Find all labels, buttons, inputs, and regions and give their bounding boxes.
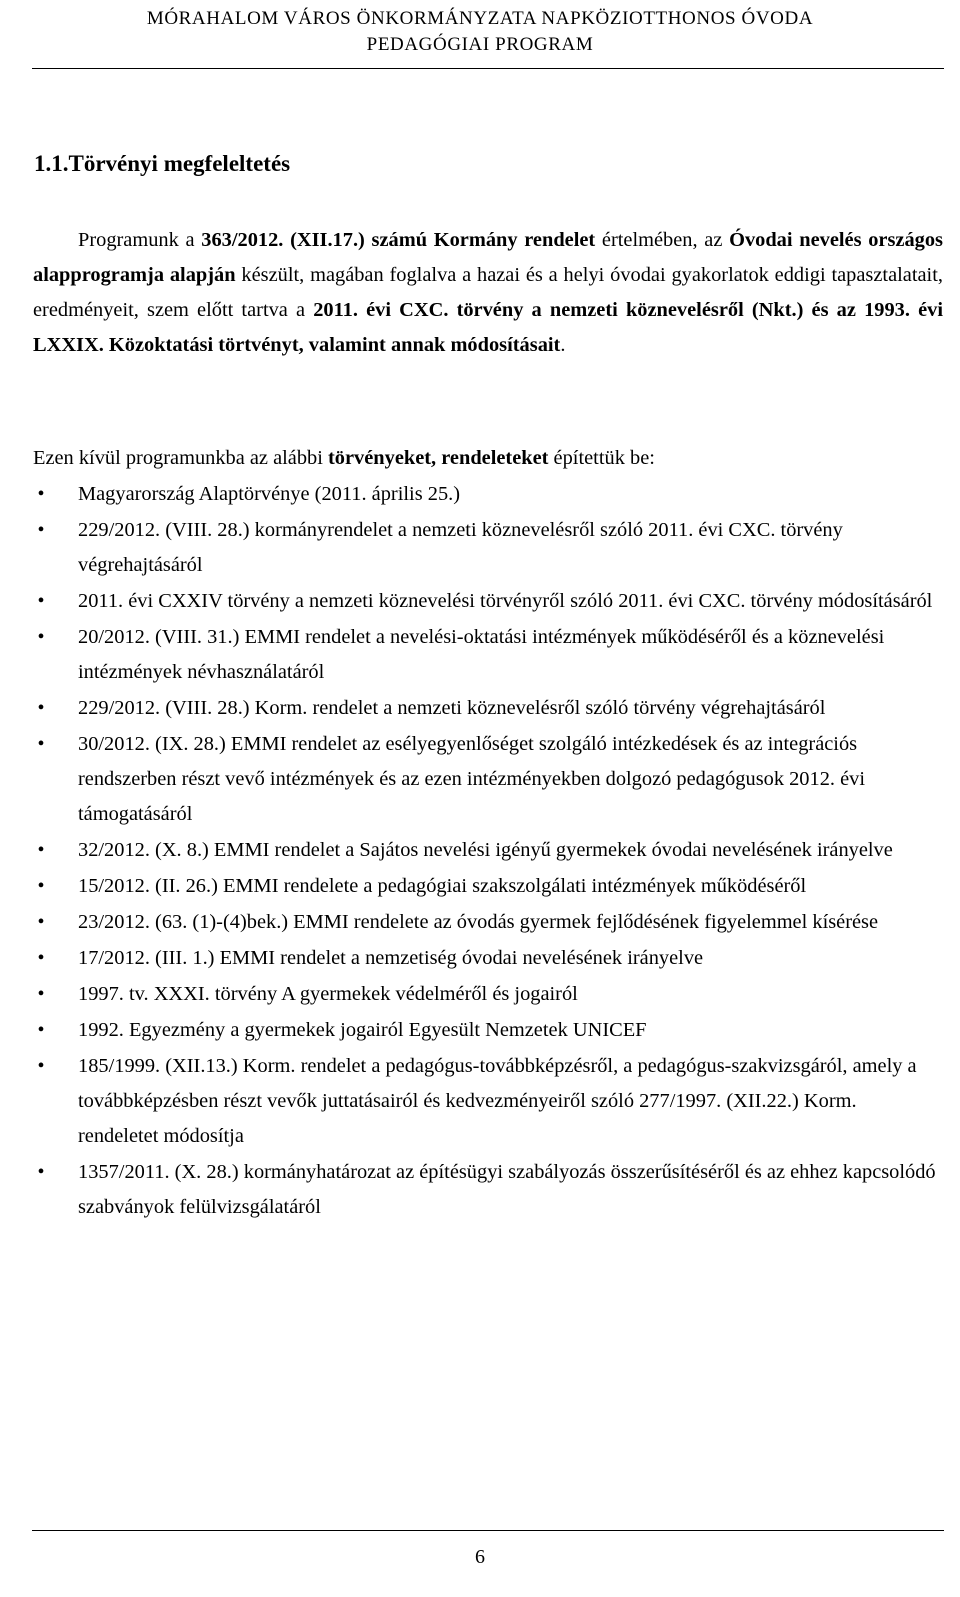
intro-text-2: értelmében, az <box>595 229 730 251</box>
list-item <box>0 977 943 1012</box>
list-item <box>0 1155 943 1225</box>
bullet-icon: • <box>37 947 45 969</box>
intro-paragraph <box>33 223 943 363</box>
law-text: 185/1999. (XII.13.) Korm. rendelet a pedagógus-továbbképzésről, a pedagógus-szakvizsgáról, amely a továbbképzésben részt vevők juttatásairól és kedvezményeiről szóló 277/1997. (XII.22.) Korm. rendeletet módosítja <box>78 1055 917 1147</box>
law-text: 17/2012. (III. 1.) EMMI rendelet a nemzetiség óvodai nevelésének irányelve <box>78 947 704 969</box>
list-item <box>0 833 943 868</box>
bullet-icon: • <box>37 733 45 755</box>
bullet-icon: • <box>37 911 45 933</box>
lead-bold-1: törvényeket, rendeleteket <box>328 447 549 469</box>
document-header <box>0 6 960 58</box>
bullet-icon: • <box>37 483 45 505</box>
bullet-icon: • <box>37 697 45 719</box>
bullet-icon: • <box>37 1019 45 1041</box>
laws-list <box>0 477 943 1226</box>
page-number: 6 <box>475 1546 485 1568</box>
section-title: 1.1.Törvényi megfeleltetés <box>34 151 291 176</box>
law-text: 30/2012. (IX. 28.) EMMI rendelet az esélyegyenlőséget szolgáló intézkedések és az integrációs rendszerben részt vevő intézmények és az ezen intézményekben dolgozó pedagógusok 2012. évi támogatásáról <box>78 733 866 825</box>
laws-lead-paragraph <box>33 441 943 476</box>
lead-text-1: Ezen kívül programunkba az alábbi <box>33 447 328 469</box>
list-item <box>0 513 943 583</box>
law-text: 1992. Egyezmény a gyermekek jogairól Egyesült Nemzetek UNICEF <box>78 1019 647 1041</box>
intro-bold-2: Óvodai nevelés országos alapprogramja alapján <box>33 229 943 286</box>
list-item <box>0 620 943 690</box>
bullet-icon: • <box>37 1055 45 1077</box>
law-text: 32/2012. (X. 8.) EMMI rendelet a Sajátos nevelési igényű gyermekek óvodai nevelésének irányelve <box>78 839 893 861</box>
bullet-icon: • <box>37 875 45 897</box>
intro-text-3: készült, magában foglalva a hazai és a helyi óvodai gyakorlatok eddigi tapasztalatait, eredményeit, szem előtt tartva a <box>33 264 943 321</box>
lead-text-2: építettük be: <box>548 447 655 469</box>
list-item <box>0 869 943 904</box>
bullet-icon: • <box>37 626 45 648</box>
bullet-icon: • <box>37 983 45 1005</box>
intro-bold-3: 2011. évi CXC. törvény a nemzeti köznevelésről (Nkt.) és az 1993. évi LXXIX. Közoktatási törtvényt, valamint annak módosításait <box>33 299 944 356</box>
list-item <box>0 477 943 512</box>
law-text: 15/2012. (II. 26.) EMMI rendelete a pedagógiai szakszolgálati intézmények működéséről <box>78 875 807 897</box>
bullet-icon: • <box>37 1161 45 1183</box>
law-text: 229/2012. (VIII. 28.) Korm. rendelet a nemzeti köznevelésről szóló törvény végrehajtásáról <box>78 697 826 719</box>
law-text: 1357/2011. (X. 28.) kormányhatározat az építésügyi szabályozás összerűsítéséről és az ehhez kapcsolódó szabványok felülvizsgálatáról <box>78 1161 936 1218</box>
law-text: 23/2012. (63. (1)-(4)bek.) EMMI rendelete az óvodás gyermek fejlődésének figyelemmel kísérése <box>78 911 879 933</box>
list-item <box>0 1049 943 1154</box>
law-text: 2011. évi CXXIV törvény a nemzeti köznevelési törvényről szóló 2011. évi CXC. törvény módosításáról <box>78 590 933 612</box>
list-item <box>0 691 943 726</box>
bullet-icon: • <box>37 839 45 861</box>
list-item <box>0 727 943 832</box>
list-item <box>0 1013 943 1048</box>
bullet-icon: • <box>37 519 45 541</box>
footer-divider <box>32 1530 944 1531</box>
intro-text-4: . <box>560 334 566 356</box>
header-line-1: MÓRAHALOM VÁROS ÖNKORMÁNYZATA NAPKÖZIOTTHONOS ÓVODA <box>146 8 814 29</box>
header-divider <box>32 68 944 69</box>
law-text: 1997. tv. XXXI. törvény A gyermekek védelméről és jogairól <box>78 983 578 1005</box>
intro-text-1: Programunk a <box>78 229 202 251</box>
list-item <box>0 905 943 940</box>
law-text: 20/2012. (VIII. 31.) EMMI rendelet a nevelési-oktatási intézmények működéséről és a köznevelési intézmények névhasználatáról <box>78 626 885 683</box>
header-line-2: PEDAGÓGIAI PROGRAM <box>366 34 594 55</box>
list-item <box>0 584 943 619</box>
intro-bold-1: 363/2012. (XII.17.) számú Kormány rendelet <box>201 229 596 251</box>
law-text: 229/2012. (VIII. 28.) kormányrendelet a nemzeti köznevelésről szóló 2011. évi CXC. törvény végrehajtásáról <box>78 519 843 576</box>
list-item <box>0 941 943 976</box>
law-text: Magyarország Alaptörvénye (2011. április 25.) <box>78 483 461 505</box>
bullet-icon: • <box>37 590 45 612</box>
